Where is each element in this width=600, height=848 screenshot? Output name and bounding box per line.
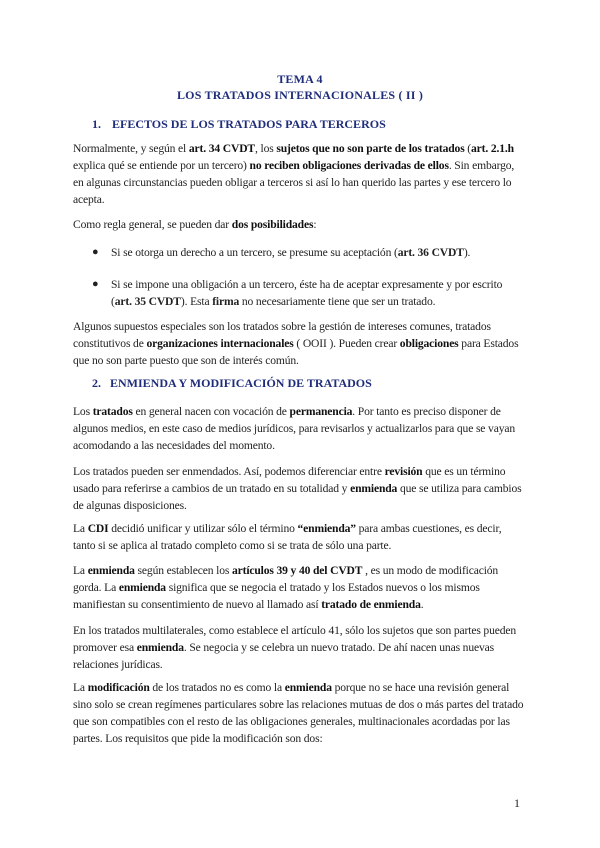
bullet-item-2: Si se impone una obligación a un tercero, éste ha de aceptar expresamente y por escrito (art. 35 CVDT). Esta firma no necesariamente tiene que ser un tratado.: [111, 278, 503, 308]
section2-paragraph-2: Los tratados pueden ser enmendados. Así, podemos diferenciar entre revisión que es un término usado para referirse a cambios de un tratado en su totalidad y enmienda que se utiliza para cambios de algunas disposiciones.: [73, 465, 522, 512]
bullet-item-1: Si se otorga un derecho a un tercero, se presume su aceptación (art. 36 CVDT).: [111, 246, 471, 259]
section2-paragraph-6: La modificación de los tratados no es como la enmienda porque no se hace una revisión general sino solo se crean regímenes particulares sobre las relaciones mutuas de dos o más partes del tratado que son compatibles con el resto de las obligaciones generales, multinacionales acordadas por las partes. Los requisitos que pide la modificación son dos:: [73, 681, 524, 745]
section2-paragraph-3: La CDI decidió unificar y utilizar sólo el término “enmienda” para ambas cuestiones, es decir, tanto si se aplica al tratado completo como si se trata de sólo una parte.: [73, 522, 502, 552]
section2-heading: ENMIENDA Y MODIFICACIÓN DE TRATADOS: [110, 376, 372, 390]
bullet-icon: ●: [92, 278, 99, 290]
section1-paragraph-1: Normalmente, y según el art. 34 CVDT, los sujetos que no son parte de los tratados (art. 2.1.h explica qué se entiende por un tercero) no reciben obligaciones derivadas de ellos. Sin embargo, en algunas circunstancias pueden obligar a terceros si así lo han querido las partes y ese tercero lo acepta.: [73, 142, 515, 206]
section2-number: 2.: [92, 376, 101, 390]
section1-paragraph-2: Como regla general, se pueden dar dos posibilidades:: [73, 218, 317, 231]
section1-paragraph-3: Algunos supuestos especiales son los tratados sobre la gestión de intereses comunes, tratados constitutivos de organizaciones internacionales ( OOII ). Pueden crear obligaciones para Estados que no son parte puesto que son de interés común.: [73, 320, 519, 367]
page-number: 1: [514, 796, 520, 810]
doc-title-line1: TEMA 4: [277, 72, 323, 86]
section1-heading: EFECTOS DE LOS TRATADOS PARA TERCEROS: [112, 117, 386, 131]
bullet-icon: ●: [92, 246, 99, 258]
doc-title-line2: LOS TRATADOS INTERNACIONALES ( II ): [176, 88, 424, 102]
section2-paragraph-1: Los tratados en general nacen con vocación de permanencia. Por tanto es preciso disponer de algunos medios, en este caso de medios jurídicos, para revisarlos y actualizarlos para que se vayan acomodando a las necesidades del momento.: [73, 405, 515, 452]
section2-paragraph-4: La enmienda según establecen los artículos 39 y 40 del CVDT , es un modo de modificación gorda. La enmienda significa que se negocia el tratado y los Estados nuevos o los mismos manifiestan su consentimiento de nuevo al llamado así tratado de enmienda.: [73, 564, 499, 611]
section2-paragraph-5: En los tratados multilaterales, como establece el artículo 41, sólo los sujetos que son partes pueden promover esa enmienda. Se negocia y se celebra un nuevo tratado. De ahí nacen unas nuevas relaciones jurídicas.: [73, 624, 517, 671]
section1-number: 1.: [92, 117, 101, 131]
